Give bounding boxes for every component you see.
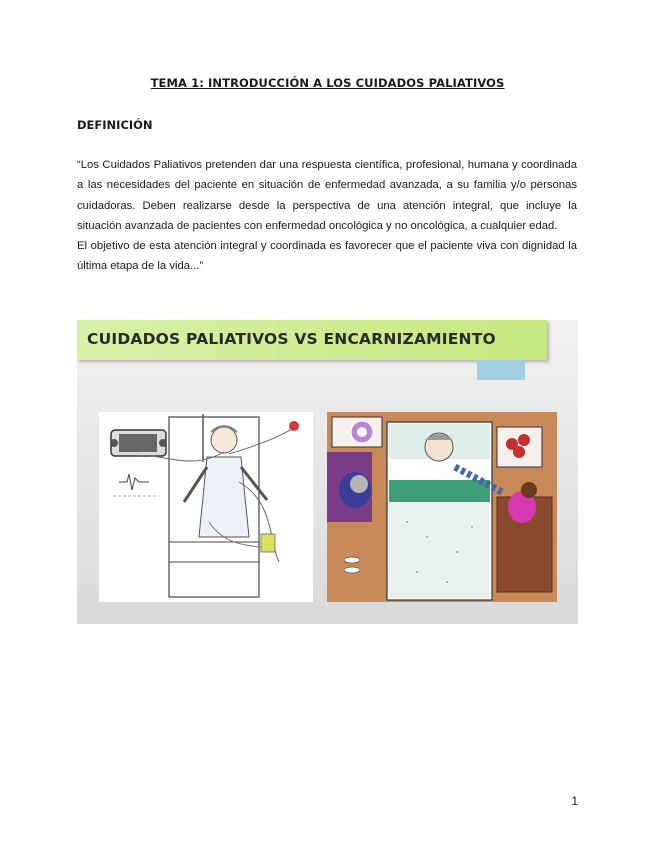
banner-accent — [477, 360, 525, 380]
paragraph-definition: “Los Cuidados Paliativos pretenden dar una respuesta científica, profesional, humana y coordinada a las necesidades del paciente en situación de enfermedad avanzada, a su familia y/o personas cuidadoras. Deben realizarse desde la perspectiva de una atención integral, que incluye la situación avanzada de pacientes con enfermedad oncológica y no oncológica, a cualquier edad. — [77, 159, 577, 232]
paragraph-objective: El objetivo de esta atención integral y coordinada es favorecer que el paciente viva con dignidad la última etapa de la vida...” — [77, 240, 577, 273]
illustration-cuidados-paliativos — [327, 412, 557, 602]
document-title: TEMA 1: INTRODUCCIÓN A LOS CUIDADOS PALIATIVOS — [150, 76, 505, 90]
page-number: 1 — [571, 794, 578, 808]
illustration-encarnizamiento — [99, 412, 313, 602]
definition-text — [77, 155, 577, 277]
comparison-figure — [77, 320, 578, 624]
section-heading: DEFINICIÓN — [77, 118, 153, 132]
banner-title: CUIDADOS PALIATIVOS VS ENCARNIZAMIENTO — [87, 330, 496, 348]
figure-banner — [77, 320, 547, 360]
